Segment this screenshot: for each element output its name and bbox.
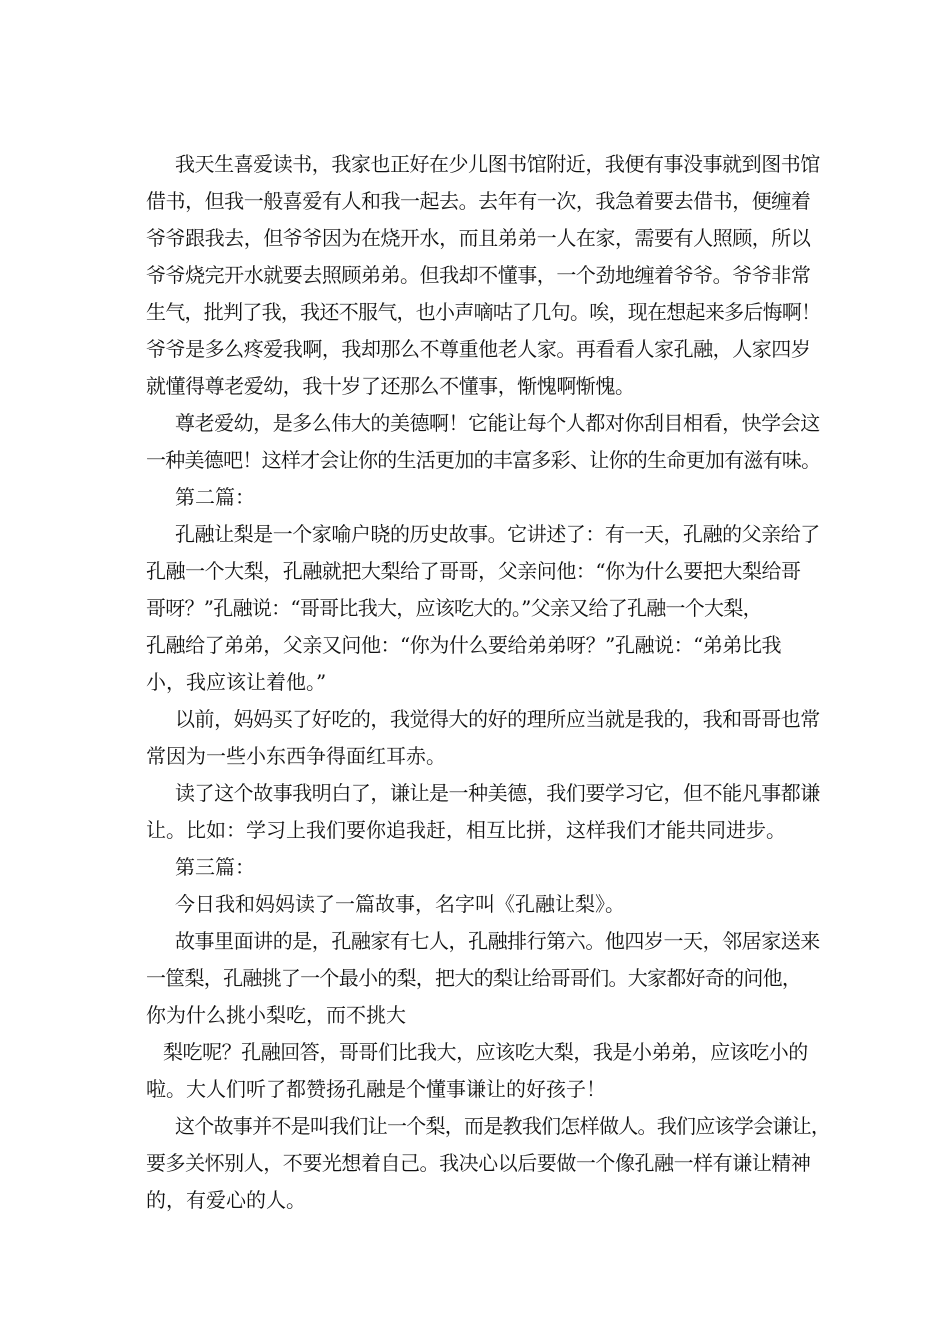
text-line: 故事里面讲的是，孔融家有七人，孔融排行第六。他四岁一天，邻居家送来 bbox=[175, 929, 820, 953]
text-line: 哥呀？”孔融说：“哥哥比我大，应该吃大的。”父亲又给了孔融一个大梨， bbox=[146, 596, 762, 620]
text-line: 让。比如：学习上我们要你追我赶，相互比拼，这样我们才能共同进步。 bbox=[146, 818, 786, 842]
text-line: 这个故事并不是叫我们让一个梨，而是教我们怎样做人。我们应该学会谦让， bbox=[175, 1114, 831, 1138]
text-line: 要多关怀别人，不要光想着自己。我决心以后要做一个像孔融一样有谦让精神 bbox=[146, 1151, 811, 1175]
text-line: 的，有爱心的人。 bbox=[146, 1188, 306, 1212]
text-line: 爷爷跟我去，但爷爷因为在烧开水，而且弟弟一人在家，需要有人照顾，所以 bbox=[146, 226, 811, 250]
text-line: 孔融给了弟弟，父亲又问他：“你为什么要给弟弟呀？”孔融说：“弟弟比我 bbox=[146, 633, 782, 657]
section-heading: 第二篇： bbox=[175, 485, 255, 509]
text-line: 一种美德吧！这样才会让你的生活更加的丰富多彩、让你的生命更加有滋有味。 bbox=[146, 448, 821, 472]
text-line: 爷爷是多么疼爱我啊，我却那么不尊重他老人家。再看看人家孔融，人家四岁 bbox=[146, 337, 811, 361]
text-line: 孔融一个大梨，孔融就把大梨给了哥哥，父亲问他：“你为什么要把大梨给哥 bbox=[146, 559, 801, 583]
text-line: 读了这个故事我明白了，谦让是一种美德，我们要学习它，但不能凡事都谦 bbox=[175, 781, 820, 805]
text-line: 我天生喜爱读书，我家也正好在少儿图书馆附近，我便有事没事就到图书馆 bbox=[175, 152, 820, 176]
text-line: 爷爷烧完开水就要去照顾弟弟。但我却不懂事，一个劲地缠着爷爷。爷爷非常 bbox=[146, 263, 811, 287]
text-line: 孔融让梨是一个家喻户晓的历史故事。它讲述了：有一天，孔融的父亲给了 bbox=[175, 522, 820, 546]
text-line: 借书，但我一般喜爱有人和我一起去。去年有一次，我急着要去借书，便缠着 bbox=[146, 189, 811, 213]
text-line: 常因为一些小东西争得面红耳赤。 bbox=[146, 744, 446, 768]
text-line: 梨吃呢？孔融回答，哥哥们比我大，应该吃大梨，我是小弟弟，应该吃小的 bbox=[163, 1040, 808, 1064]
text-line: 今日我和妈妈读了一篇故事，名字叫《孔融让梨》。 bbox=[175, 892, 625, 916]
text-line: 生气，批判了我，我还不服气，也小声嘀咕了几句。唉，现在想起来多后悔啊！ bbox=[146, 300, 821, 324]
text-line: 一筐梨，孔融挑了一个最小的梨，把大的梨让给哥哥们。大家都好奇的问他， bbox=[146, 966, 802, 990]
text-line: 你为什么挑小梨吃，而不挑大 bbox=[146, 1003, 406, 1027]
text-line: 就懂得尊老爱幼，我十岁了还那么不懂事，惭愧啊惭愧。 bbox=[146, 374, 635, 398]
text-line: 尊老爱幼，是多么伟大的美德啊！它能让每个人都对你刮目相看，快学会这 bbox=[175, 411, 820, 435]
text-line: 啦。大人们听了都赞扬孔融是个懂事谦让的好孩子！ bbox=[146, 1077, 606, 1101]
text-line: 以前，妈妈买了好吃的，我觉得大的好的理所应当就是我的，我和哥哥也常 bbox=[175, 707, 820, 731]
text-line: 小，我应该让着他。” bbox=[146, 670, 327, 694]
section-heading: 第三篇： bbox=[175, 855, 255, 879]
